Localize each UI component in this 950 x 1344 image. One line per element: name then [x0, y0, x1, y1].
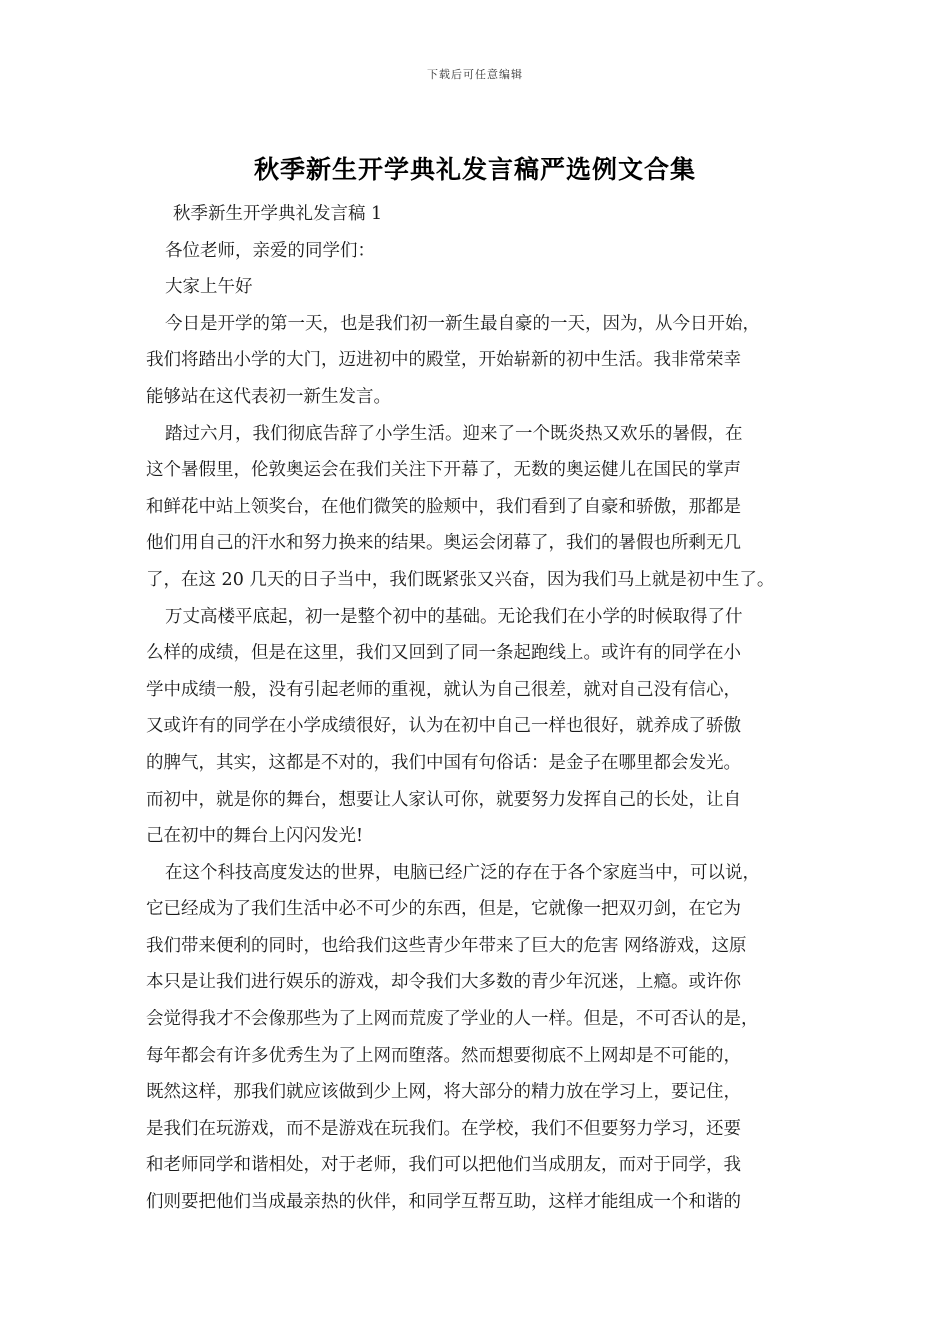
paragraph-line: 每年都会有许多优秀生为了上网而堕落。然而想要彻底不上网却是不可能的，: [146, 1045, 741, 1066]
document-title: 秋季新生开学典礼发言稿严选例文合集: [253, 155, 696, 184]
paragraph-line: 己在初中的舞台上闪闪发光!: [146, 826, 364, 847]
paragraph-line: 么样的成绩，但是在这里，我们又回到了同一条起跑线上。或许有的同学在小: [146, 643, 741, 664]
paragraph-line: 会觉得我才不会像那些为了上网而荒废了学业的人一样。但是，不可否认的是，: [146, 1009, 759, 1030]
paragraph-line: 我们将踏出小学的大门，迈进初中的殿堂，开始崭新的初中生活。我非常荣幸: [146, 350, 741, 371]
paragraph-line: 而初中，就是你的舞台，想要让人家认可你，就要努力发挥自己的长处，让自: [146, 789, 741, 810]
paragraph-line: 学中成绩一般，没有引起老师的重视，就认为自己很差，就对自己没有信心，: [146, 679, 741, 700]
paragraph-line: 是我们在玩游戏，而不是游戏在玩我们。在学校，我们不但要努力学习，还要: [146, 1118, 741, 1139]
paragraph-line: 又或许有的同学在小学成绩很好，认为在初中自己一样也很好，就养成了骄傲: [146, 716, 741, 737]
document-body: [146, 196, 818, 1221]
header-note: 下载后可任意编辑: [427, 68, 523, 81]
paragraph-line: 踏过六月，我们彻底告辞了小学生活。迎来了一个既炎热又欢乐的暑假，在: [165, 423, 743, 444]
paragraph-line: 在这个科技高度发达的世界，电脑已经广泛的存在于各个家庭当中，可以说，: [165, 862, 760, 883]
salutation-line: 大家上午好: [165, 277, 253, 298]
greeting-line: 各位老师，亲爱的同学们：: [165, 240, 375, 261]
paragraph-line: 他们用自己的汗水和努力换来的结果。奥运会闭幕了，我们的暑假也所剩无几: [146, 533, 741, 554]
paragraph-line: 和鲜花中站上领奖台，在他们微笑的脸颊中，我们看到了自豪和骄傲，那都是: [146, 496, 741, 517]
section-subtitle: 秋季新生开学典礼发言稿 1: [173, 204, 383, 224]
paragraph-line: 本只是让我们进行娱乐的游戏，却令我们大多数的青少年沉迷，上瘾。或许你: [146, 972, 741, 993]
paragraph-line: 它已经成为了我们生活中必不可少的东西，但是，它就像一把双刃剑，在它为: [146, 899, 741, 920]
paragraph-line: 我们带来便利的同时，也给我们这些青少年带来了巨大的危害 网络游戏，这原: [146, 935, 747, 956]
paragraph-line: 既然这样，那我们就应该做到少上网，将大部分的精力放在学习上，要记住，: [146, 1082, 741, 1103]
paragraph-line: 们则要把他们当成最亲热的伙伴，和同学互帮互助，这样才能组成一个和谐的: [146, 1192, 741, 1213]
paragraph-line: 今日是开学的第一天，也是我们初一新生最自豪的一天，因为，从今日开始，: [165, 313, 760, 334]
paragraph-line: 万丈高楼平底起，初一是整个初中的基础。无论我们在小学的时候取得了什: [165, 606, 743, 627]
paragraph-line: 这个暑假里，伦敦奥运会在我们关注下开幕了，无数的奥运健儿在国民的掌声: [146, 460, 741, 481]
paragraph-line: 和老师同学和谐相处，对于老师，我们可以把他们当成朋友，而对于同学，我: [146, 1155, 741, 1176]
paragraph-line: 能够站在这代表初一新生发言。: [146, 386, 391, 407]
paragraph-line: 了，在这 20 几天的日子当中，我们既紧张又兴奋，因为我们马上就是初中生了。: [146, 569, 775, 590]
paragraph-line: 的脾气，其实，这都是不对的，我们中国有句俗话：是金子在哪里都会发光。: [146, 752, 741, 773]
